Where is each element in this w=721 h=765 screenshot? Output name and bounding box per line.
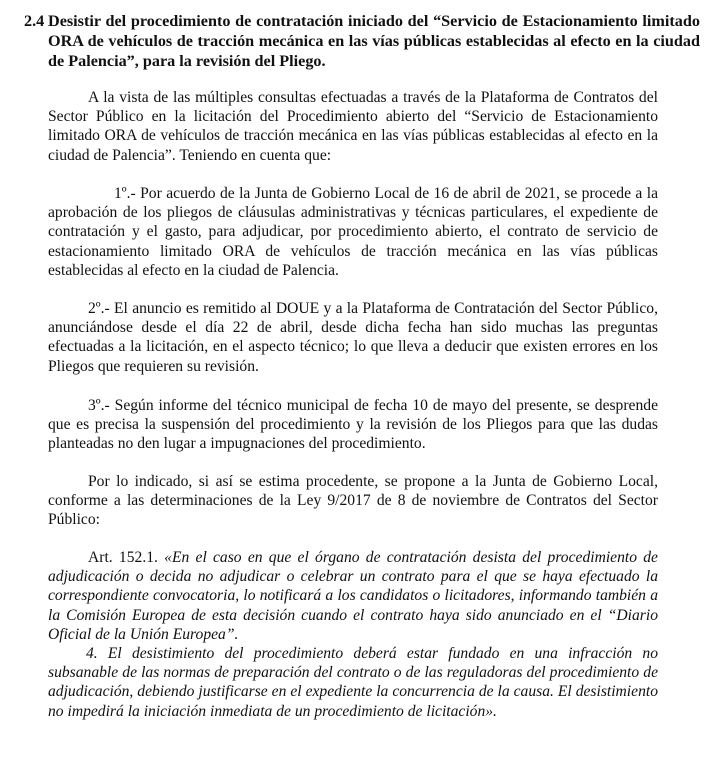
section-number: 2.4 [24,12,45,30]
intro-paragraph [48,88,658,165]
point-2-paragraph [48,299,658,376]
item-4-text: 4. El desistimiento del procedimiento deberá estar fundado en una infracción no subsanable de las normas de preparación del contrato o de las reguladoras del procedimiento de adjudicación, debiendo justificarse en el expediente la concurrencia de la causa. El desistimiento no impedirá la iniciación inmediata de un procedimiento de licitación». [48,645,658,720]
intro-text: A la vista de las múltiples consultas efectuadas a través de la Plataforma de Contratos del Sector Público en la licitación del Procedimiento abierto del “Servicio de Estacionamiento limitado ORA de vehículos de tracción mecánica en las vías públicas establecidas al efecto en la ciudad de Palencia”. Teniendo en cuenta que: [48,89,658,164]
point-1-text: 1º.- Por acuerdo de la Junta de Gobierno Local de 16 de abril de 2021, se procede a la aprobación de los pliegos de cláusulas administrativas y técnicas particulares, el expediente de contratación y el gasto, para adjudicar, por procedimiento abierto, el contrato de servicio de estacionamiento limitado ORA de vehículos de tracción mecánica en las vías públicas establecidas al efecto en la ciudad de Palencia. [48,185,658,279]
quoted-article-paragraph [48,548,658,644]
article-quote-text: «En el caso en que el órgano de contratación desista del procedimiento de adjudicación o decida no adjudicar o celebrar un contrato para el que se haya efectuado la correspondiente convocatoria, lo notificará a los candidatos o licitadores, informando también a la Comisión Europea de esta decisión cuando el contrato haya sido anunciado en el “Diario Oficial de la Unión Europea”. [48,549,658,643]
point-1-paragraph [48,184,658,280]
quoted-item-4-paragraph [48,644,658,721]
proposal-paragraph [48,472,658,530]
proposal-text: Por lo indicado, si así se estima procedente, se propone a la Junta de Gobierno Local, conforme a las determinaciones de la Ley 9/2017 de 8 de noviembre de Contratos del Sector Público: [48,473,658,529]
point-3-paragraph [48,396,658,454]
article-prefix: Art. 152.1. [88,549,165,566]
section-heading [24,11,700,71]
point-2-text: 2º.- El anuncio es remitido al DOUE y a la Plataforma de Contratación del Sector Público, anunciándose desde el día 22 de abril, desde dicha fecha han sido muchas las preguntas efectuadas a la licitación, en el aspecto técnico; lo que lleva a deducir que existen errores en los Pliegos que requieren su revisión. [48,300,658,375]
point-3-text: 3º.- Según informe del técnico municipal de fecha 10 de mayo del presente, se desprende que es precisa la suspensión del procedimiento y la revisión de los Pliegos para que las dudas planteadas no den lugar a impugnaciones del procedimiento. [48,397,658,453]
section-title: Desistir del procedimiento de contratación iniciado del “Servicio de Estacionamiento limitado ORA de vehículos de tracción mecánica en las vías públicas establecidas al efecto en la ciudad de Palencia”, para la revisión del Pliego. [48,12,700,70]
